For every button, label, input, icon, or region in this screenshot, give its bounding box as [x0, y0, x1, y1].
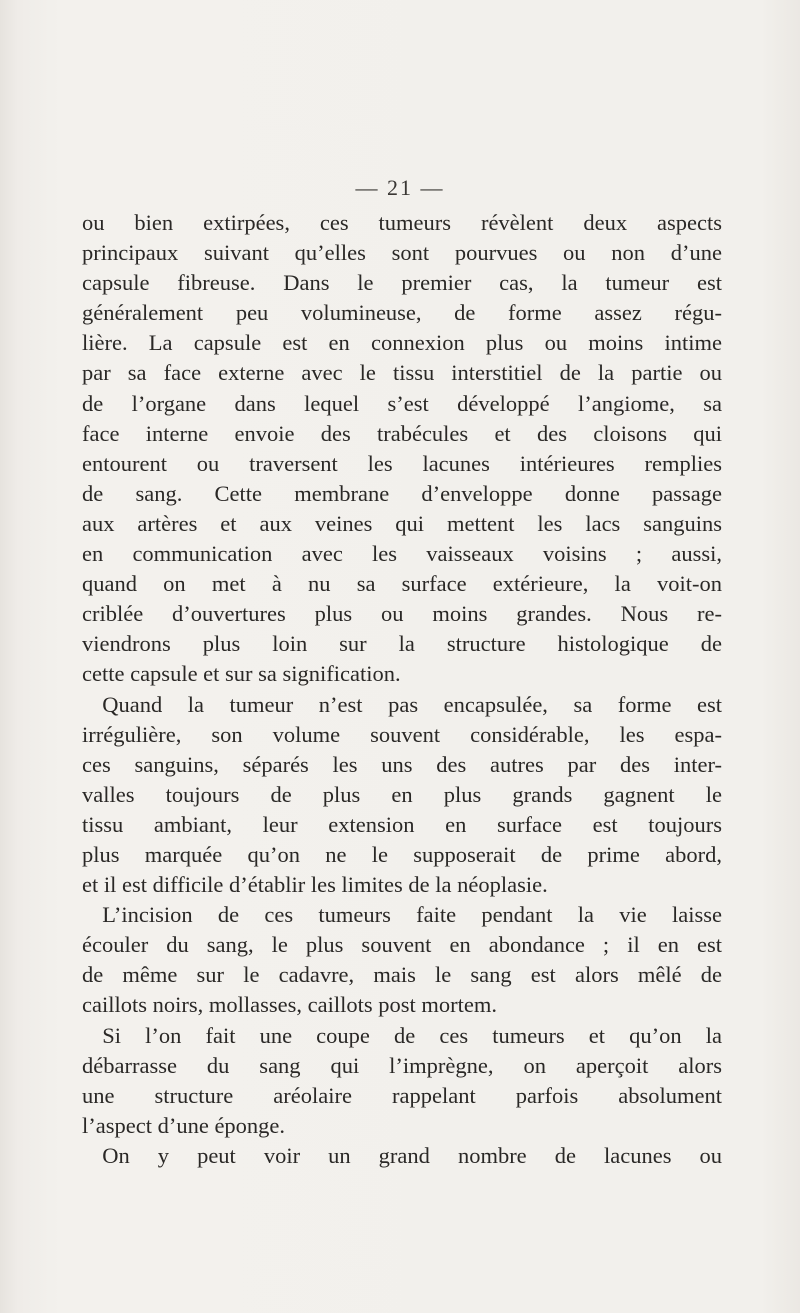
text-line: écouler du sang, le plus souvent en abondance ; il en est — [82, 932, 722, 958]
text-line: face interne envoie des trabécules et des cloisons qui — [82, 420, 722, 446]
text-line: ou bien extirpées, ces tumeurs révèlent deux aspects — [82, 210, 722, 235]
text-line: cette capsule et sur sa signification. — [82, 661, 401, 687]
text-line: l’aspect d’une éponge. — [82, 1112, 286, 1138]
text-line: débarrasse du sang qui l’imprègne, on aperçoit alors — [82, 1052, 722, 1078]
text-line: capsule fibreuse. Dans le premier cas, la tumeur est — [82, 270, 722, 296]
text-line: Quand la tumeur n’est pas encapsulée, sa forme est — [102, 691, 722, 717]
text-line: ces sanguins, séparés les uns des autres par des inter- — [82, 751, 722, 777]
paragraph — [82, 1141, 722, 1171]
text-line: Si l’on fait une coupe de ces tumeurs et qu’on la — [102, 1022, 722, 1048]
text-line: irrégulière, son volume souvent considérable, les espa- — [82, 721, 722, 747]
paragraph — [82, 208, 722, 690]
text-line: généralement peu volumineuse, de forme assez régu- — [82, 300, 722, 326]
text-line: caillots noirs, mollasses, caillots post mortem. — [82, 992, 497, 1018]
paragraph — [82, 1021, 722, 1141]
text-line: de même sur le cadavre, mais le sang est alors mêlé de — [82, 962, 722, 988]
text-line: et il est difficile d’établir les limites de la néoplasie. — [82, 872, 548, 898]
text-line: de sang. Cette membrane d’enveloppe donne passage — [82, 480, 722, 506]
paragraph — [82, 900, 722, 1020]
text-line: principaux suivant qu’elles sont pourvues ou non d’une — [82, 240, 722, 266]
page-number: — 21 — — [355, 175, 445, 200]
text-line: viendrons plus loin sur la structure histologique de — [82, 631, 722, 657]
text-line: aux artères et aux veines qui mettent les lacs sanguins — [82, 510, 722, 536]
text-line: plus marquée qu’on ne le supposerait de prime abord, — [82, 841, 722, 867]
text-line: de l’organe dans lequel s’est développé l’angiome, sa — [82, 390, 722, 416]
text-line: valles toujours de plus en plus grands gagnent le — [82, 781, 722, 807]
text-line: une structure aréolaire rappelant parfois absolument — [82, 1082, 722, 1108]
text-line: criblée d’ouvertures plus ou moins grandes. Nous re- — [82, 601, 722, 627]
text-line: L’incision de ces tumeurs faite pendant la vie laisse — [102, 902, 722, 928]
text-line: On y peut voir un grand nombre de lacunes ou — [102, 1142, 722, 1168]
text-line: par sa face externe avec le tissu interstitiel de la partie ou — [82, 360, 722, 386]
text-line: tissu ambiant, leur extension en surface est toujours — [82, 811, 722, 837]
text-line: entourent ou traversent les lacunes intérieures remplies — [82, 450, 722, 476]
body-text — [82, 208, 722, 1171]
text-line: en communication avec les vaisseaux voisins ; aussi, — [82, 541, 722, 567]
text-line: lière. La capsule est en connexion plus ou moins intime — [82, 330, 722, 356]
paragraph — [82, 690, 722, 901]
text-line: quand on met à nu sa surface extérieure, la voit-on — [82, 571, 722, 597]
